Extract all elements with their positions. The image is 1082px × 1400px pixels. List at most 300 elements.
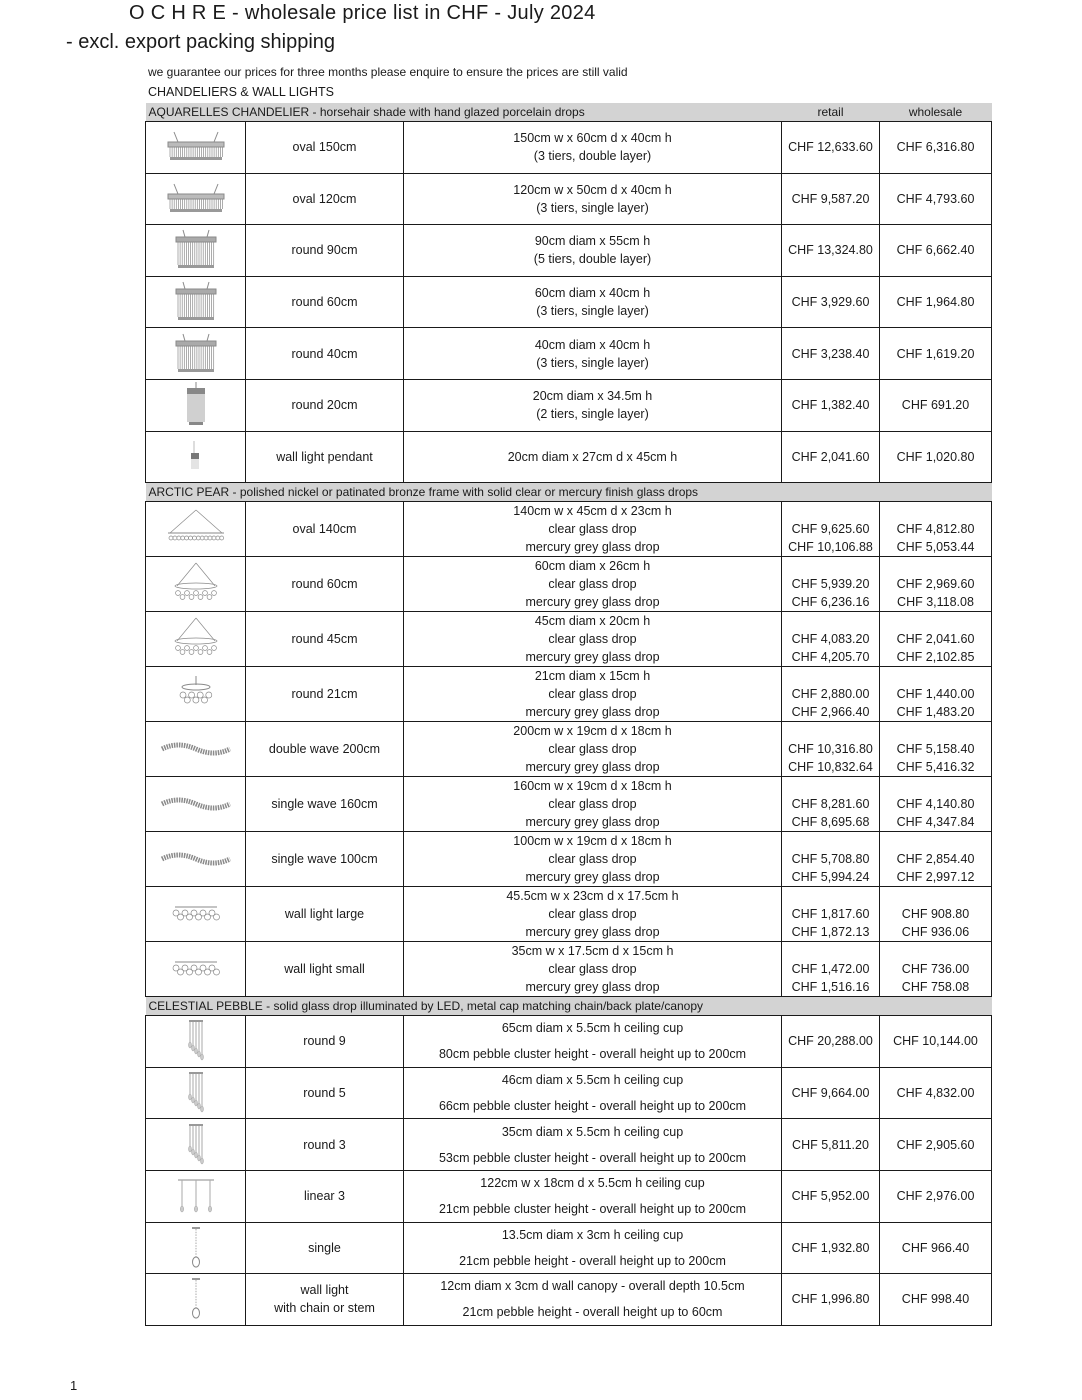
- product-name: [246, 502, 404, 557]
- retail-price-value: CHF 8,281.60: [791, 796, 870, 811]
- dimension-line: (2 tiers, single layer): [536, 407, 649, 422]
- mercury-glass-label: mercury grey glass drop: [525, 980, 660, 995]
- product-dimensions: [404, 557, 782, 612]
- wholesale-price: [880, 276, 992, 328]
- product-dimensions: [404, 832, 782, 887]
- product-name: [246, 276, 404, 328]
- round-chandelier-icon: [146, 281, 245, 323]
- dimension-line: 53cm pebble cluster height - overall height up to 200cm: [438, 1150, 747, 1165]
- mercury-glass-label: mercury grey glass drop: [525, 925, 660, 940]
- wholesale-price-value: CHF 6,662.40: [896, 243, 975, 258]
- wholesale-price-value: CHF 2,102.85: [896, 649, 975, 664]
- retail-price: [782, 557, 880, 612]
- dimension-line: (3 tiers, single layer): [536, 355, 649, 370]
- arctic-pear-round-icon: [146, 617, 245, 661]
- product-row: [146, 276, 992, 328]
- wholesale-price-value: CHF 5,053.44: [896, 539, 975, 554]
- wholesale-price: [880, 832, 992, 887]
- retail-price-value: CHF 9,587.20: [791, 191, 870, 206]
- product-row: [146, 942, 992, 997]
- wall-light-cluster-icon: [146, 901, 245, 927]
- retail-price: [782, 1274, 880, 1326]
- product-name: [246, 431, 404, 483]
- product-image-cell: [146, 942, 246, 997]
- wave-icon: [146, 849, 245, 869]
- wholesale-price: [880, 1016, 992, 1068]
- product-dimensions: [404, 122, 782, 174]
- oval-chandelier-icon: [146, 182, 245, 216]
- retail-price: [782, 1170, 880, 1222]
- wholesale-price: [880, 173, 992, 225]
- mercury-glass-label: mercury grey glass drop: [525, 705, 660, 720]
- retail-price: [782, 722, 880, 777]
- retail-price: [782, 832, 880, 887]
- retail-price: [782, 1222, 880, 1274]
- retail-column-header: retail: [782, 103, 880, 122]
- product-dimensions: [404, 1067, 782, 1119]
- clear-glass-label: clear glass drop: [548, 522, 637, 537]
- wholesale-price-value: CHF 936.06: [901, 924, 970, 939]
- product-row: [146, 1119, 992, 1171]
- product-image-cell: [146, 777, 246, 832]
- product-name-line: round 60cm: [291, 295, 358, 310]
- wholesale-price-value: CHF 691.20: [901, 398, 970, 413]
- retail-price: [782, 942, 880, 997]
- retail-price-value: CHF 5,994.24: [791, 869, 870, 884]
- retail-price: [782, 667, 880, 722]
- product-dimensions: [404, 777, 782, 832]
- product-row: [146, 502, 992, 557]
- section-header: [146, 103, 992, 122]
- wall-pendant-icon: [146, 439, 245, 475]
- wholesale-price-value: CHF 4,832.00: [896, 1086, 975, 1101]
- wall-light-cluster-icon: [146, 956, 245, 982]
- pebble-cluster-icon: [146, 1019, 245, 1063]
- product-row: [146, 173, 992, 225]
- section-title: CELESTIAL PEBBLE - solid glass drop illuminated by LED, metal cap matching chain/back plate/canopy: [146, 997, 782, 1016]
- wholesale-price: [880, 612, 992, 667]
- retail-price-value: CHF 6,236.16: [791, 594, 870, 609]
- pebble-cluster-icon: [146, 1123, 245, 1167]
- product-name-line: single: [308, 1240, 341, 1255]
- product-row: [146, 667, 992, 722]
- product-image-cell: [146, 887, 246, 942]
- product-dimensions: [404, 276, 782, 328]
- arctic-pear-round-icon: [146, 562, 245, 606]
- clear-glass-label: clear glass drop: [548, 852, 637, 867]
- product-name: [246, 1274, 404, 1326]
- retail-price: [782, 379, 880, 431]
- product-row: [146, 557, 992, 612]
- pebble-cluster-icon: [146, 1071, 245, 1115]
- retail-price-value: CHF 5,811.20: [792, 1137, 869, 1152]
- product-row: [146, 832, 992, 887]
- product-name-line: round 5: [303, 1086, 346, 1101]
- product-dimensions: [404, 612, 782, 667]
- pebble-single-icon: [146, 1277, 245, 1321]
- dimension-line: 46cm diam x 5.5cm h ceiling cup: [501, 1073, 684, 1088]
- product-name-line: with chain or stem: [274, 1301, 375, 1316]
- round-chandelier-icon: [146, 229, 245, 271]
- wholesale-price-value: CHF 1,020.80: [896, 449, 975, 464]
- retail-price-value: CHF 3,238.40: [791, 346, 870, 361]
- product-name-line: wall light large: [284, 907, 365, 922]
- product-name: [246, 225, 404, 277]
- retail-price: [782, 1119, 880, 1171]
- retail-price-value: CHF 5,708.80: [791, 851, 870, 866]
- product-row: [146, 328, 992, 380]
- product-name-line: round 90cm: [291, 243, 358, 258]
- wholesale-price-value: CHF 10,144.00: [893, 1034, 978, 1049]
- dimension-line: 21cm pebble cluster height - overall height up to 200cm: [438, 1202, 747, 1217]
- section-header: [146, 483, 992, 502]
- mercury-glass-label: mercury grey glass drop: [525, 760, 660, 775]
- product-image-cell: [146, 1274, 246, 1326]
- product-dimensions: [404, 1119, 782, 1171]
- product-name: [246, 777, 404, 832]
- pebble-single-icon: [146, 1226, 245, 1270]
- wholesale-price-value: CHF 736.00: [901, 961, 970, 976]
- retail-price-value: CHF 20,288.00: [788, 1034, 873, 1049]
- clear-glass-label: clear glass drop: [548, 632, 637, 647]
- wholesale-price: [880, 502, 992, 557]
- product-name-line: round 9: [303, 1034, 346, 1049]
- dimension-line: 35cm diam x 5.5cm h ceiling cup: [501, 1124, 684, 1139]
- product-image-cell: [146, 612, 246, 667]
- product-name-line: round 21cm: [291, 687, 358, 702]
- dimension-line: 90cm diam x 55cm h: [534, 234, 651, 249]
- product-dimensions: [404, 1016, 782, 1068]
- retail-price-value: CHF 1,516.16: [791, 979, 870, 994]
- product-image-cell: [146, 173, 246, 225]
- mercury-glass-label: mercury grey glass drop: [525, 595, 660, 610]
- product-name: [246, 1170, 404, 1222]
- retail-price-value: CHF 5,952.00: [791, 1189, 870, 1204]
- retail-price: [782, 276, 880, 328]
- wave-icon: [146, 794, 245, 814]
- dimension-line: 20cm diam x 27cm d x 45cm h: [507, 449, 678, 464]
- product-name: [246, 122, 404, 174]
- product-name: [246, 832, 404, 887]
- wholesale-price-value: CHF 2,976.00: [896, 1189, 975, 1204]
- wholesale-price: [880, 777, 992, 832]
- wholesale-price-value: CHF 1,964.80: [896, 295, 975, 310]
- retail-price-value: CHF 1,817.60: [791, 906, 870, 921]
- product-name-line: oval 150cm: [292, 140, 357, 155]
- clear-glass-label: clear glass drop: [548, 742, 637, 757]
- retail-price: [782, 173, 880, 225]
- retail-price-value: CHF 1,472.00: [791, 961, 870, 976]
- wholesale-price: [880, 379, 992, 431]
- retail-price-value: CHF 13,324.80: [788, 243, 873, 258]
- retail-price-value: CHF 10,832.64: [788, 759, 873, 774]
- product-image-cell: [146, 1016, 246, 1068]
- product-row: [146, 1222, 992, 1274]
- wholesale-price-value: CHF 966.40: [901, 1240, 970, 1255]
- page-title: O C H R E - wholesale price list in CHF - July 2024: [129, 2, 596, 24]
- wholesale-price: [880, 887, 992, 942]
- product-dimensions: [404, 942, 782, 997]
- wholesale-price-value: CHF 5,158.40: [896, 741, 975, 756]
- dimension-line: 60cm diam x 26cm h: [534, 559, 651, 574]
- product-name: [246, 722, 404, 777]
- page-number: 1: [70, 1378, 78, 1393]
- dimension-line: 65cm diam x 5.5cm h ceiling cup: [501, 1021, 684, 1036]
- product-image-cell: [146, 1222, 246, 1274]
- product-dimensions: [404, 1222, 782, 1274]
- product-row: [146, 777, 992, 832]
- wholesale-column-header: wholesale: [880, 103, 992, 122]
- retail-price-value: CHF 2,966.40: [791, 704, 870, 719]
- product-dimensions: [404, 173, 782, 225]
- section-title: AQUARELLES CHANDELIER - horsehair shade with hand glazed porcelain drops: [146, 103, 782, 122]
- wholesale-price: [880, 1222, 992, 1274]
- retail-price-value: CHF 1,932.80: [791, 1240, 870, 1255]
- retail-price-value: CHF 1,382.40: [791, 398, 870, 413]
- price-guarantee-note: we guarantee our prices for three months please enquire to ensure the prices are still valid: [148, 65, 628, 79]
- retail-price: [782, 612, 880, 667]
- product-row: [146, 612, 992, 667]
- product-name: [246, 173, 404, 225]
- clear-glass-label: clear glass drop: [548, 797, 637, 812]
- wholesale-price-value: CHF 4,347.84: [896, 814, 975, 829]
- retail-price-value: CHF 4,205.70: [791, 649, 870, 664]
- dimension-line: 150cm w x 60cm d x 40cm h: [513, 131, 672, 146]
- retail-price: [782, 502, 880, 557]
- wholesale-price: [880, 557, 992, 612]
- retail-price: [782, 887, 880, 942]
- clear-glass-label: clear glass drop: [548, 962, 637, 977]
- product-image-cell: [146, 557, 246, 612]
- wholesale-price: [880, 1274, 992, 1326]
- dimension-line: 200cm w x 19cm d x 18cm h: [513, 724, 672, 739]
- wholesale-price: [880, 722, 992, 777]
- wholesale-price-value: CHF 2,997.12: [896, 869, 975, 884]
- retail-price: [782, 328, 880, 380]
- product-name: [246, 612, 404, 667]
- dimension-line: 60cm diam x 40cm h: [534, 286, 651, 301]
- dimension-line: 40cm diam x 40cm h: [534, 337, 651, 352]
- retail-price: [782, 122, 880, 174]
- dimension-line: 21cm diam x 15cm h: [534, 669, 651, 684]
- dimension-line: 35cm w x 17.5cm d x 15cm h: [511, 944, 674, 959]
- dimension-line: (3 tiers, single layer): [536, 304, 649, 319]
- product-image-cell: [146, 328, 246, 380]
- product-dimensions: [404, 328, 782, 380]
- pebble-linear-icon: [146, 1177, 245, 1215]
- product-name-line: single wave 160cm: [271, 797, 378, 812]
- wholesale-price: [880, 667, 992, 722]
- product-dimensions: [404, 722, 782, 777]
- round-chandelier-icon: [146, 333, 245, 375]
- product-name: [246, 328, 404, 380]
- retail-price-value: CHF 4,083.20: [791, 631, 870, 646]
- wholesale-price-value: CHF 1,483.20: [896, 704, 975, 719]
- dimension-line: 100cm w x 19cm d x 18cm h: [513, 834, 672, 849]
- dimension-line: 12cm diam x 3cm d wall canopy - overall depth 10.5cm: [440, 1279, 745, 1294]
- retail-price-value: CHF 10,316.80: [788, 741, 873, 756]
- dimension-line: 45cm diam x 20cm h: [534, 614, 651, 629]
- arctic-pear-oval-icon: [146, 509, 245, 549]
- product-image-cell: [146, 225, 246, 277]
- product-name-line: round 45cm: [291, 632, 358, 647]
- product-name-line: oval 140cm: [292, 522, 357, 537]
- product-dimensions: [404, 667, 782, 722]
- product-row: [146, 722, 992, 777]
- wholesale-price: [880, 1119, 992, 1171]
- dimension-line: (5 tiers, double layer): [533, 252, 652, 267]
- wholesale-price-value: CHF 2,854.40: [896, 851, 975, 866]
- product-row: [146, 1274, 992, 1326]
- product-name: [246, 667, 404, 722]
- wholesale-price: [880, 225, 992, 277]
- retail-price: [782, 1016, 880, 1068]
- product-image-cell: [146, 379, 246, 431]
- product-name: [246, 557, 404, 612]
- wave-icon: [146, 739, 245, 759]
- product-dimensions: [404, 1170, 782, 1222]
- product-name-line: round 20cm: [291, 398, 358, 413]
- mercury-glass-label: mercury grey glass drop: [525, 815, 660, 830]
- product-name: [246, 1067, 404, 1119]
- product-dimensions: [404, 225, 782, 277]
- product-image-cell: [146, 667, 246, 722]
- retail-price-value: CHF 1,872.13: [791, 924, 870, 939]
- section-title: ARCTIC PEAR - polished nickel or patinated bronze frame with solid clear or mercury finish glass drops: [146, 483, 782, 502]
- product-image-cell: [146, 1119, 246, 1171]
- dimension-line: 80cm pebble cluster height - overall height up to 200cm: [438, 1047, 747, 1062]
- product-name: [246, 887, 404, 942]
- product-image-cell: [146, 431, 246, 483]
- product-row: [146, 431, 992, 483]
- product-name: [246, 1222, 404, 1274]
- product-name-line: single wave 100cm: [271, 852, 378, 867]
- wholesale-price: [880, 328, 992, 380]
- product-name-line: round 40cm: [291, 346, 358, 361]
- wholesale-price-value: CHF 4,812.80: [896, 521, 975, 536]
- product-name: [246, 1016, 404, 1068]
- dimension-line: (3 tiers, double layer): [533, 149, 652, 164]
- retail-price-value: CHF 9,625.60: [791, 521, 870, 536]
- product-image-cell: [146, 122, 246, 174]
- dimension-line: 20cm diam x 34.5m h: [532, 389, 653, 404]
- mercury-glass-label: mercury grey glass drop: [525, 540, 660, 555]
- product-image-cell: [146, 722, 246, 777]
- dimension-line: 45.5cm w x 23cm d x 17.5cm h: [506, 889, 679, 904]
- product-name-line: linear 3: [304, 1189, 345, 1204]
- category-heading: CHANDELIERS & WALL LIGHTS: [148, 85, 334, 99]
- wholesale-price: [880, 1067, 992, 1119]
- mercury-glass-label: mercury grey glass drop: [525, 870, 660, 885]
- arctic-pear-small-icon: [146, 675, 245, 713]
- wholesale-price-value: CHF 2,969.60: [896, 576, 975, 591]
- dimension-line: 13.5cm diam x 3cm h ceiling cup: [501, 1227, 684, 1242]
- product-name: [246, 1119, 404, 1171]
- product-row: [146, 1016, 992, 1068]
- clear-glass-label: clear glass drop: [548, 577, 637, 592]
- product-name-line: wall light small: [284, 962, 365, 977]
- clear-glass-label: clear glass drop: [548, 687, 637, 702]
- wholesale-price-value: CHF 1,440.00: [896, 686, 975, 701]
- clear-glass-label: clear glass drop: [548, 907, 637, 922]
- retail-price-value: CHF 9,664.00: [791, 1086, 870, 1101]
- dimension-line: 21cm pebble height - overall height up to 60cm: [462, 1305, 723, 1320]
- dimension-line: (3 tiers, single layer): [536, 200, 649, 215]
- wholesale-price-value: CHF 998.40: [901, 1292, 970, 1307]
- product-name: [246, 379, 404, 431]
- product-dimensions: [404, 887, 782, 942]
- retail-price-value: CHF 8,695.68: [791, 814, 870, 829]
- wholesale-price-value: CHF 4,140.80: [896, 796, 975, 811]
- price-table: [145, 103, 992, 1326]
- page-subtitle: - excl. export packing shipping: [66, 31, 336, 53]
- wholesale-price: [880, 122, 992, 174]
- product-row: [146, 379, 992, 431]
- product-name-line: double wave 200cm: [268, 742, 381, 757]
- wholesale-price: [880, 1170, 992, 1222]
- retail-price-value: CHF 2,041.60: [791, 449, 870, 464]
- retail-price-value: CHF 5,939.20: [791, 576, 870, 591]
- product-row: [146, 1067, 992, 1119]
- product-name-line: wall light pendant: [276, 449, 373, 464]
- retail-price-value: CHF 12,633.60: [788, 140, 873, 155]
- wholesale-price: [880, 942, 992, 997]
- product-dimensions: [404, 1274, 782, 1326]
- wholesale-price-value: CHF 2,041.60: [896, 631, 975, 646]
- dimension-line: 160cm w x 19cm d x 18cm h: [513, 779, 672, 794]
- section-header: [146, 997, 992, 1016]
- product-name-line: oval 120cm: [292, 191, 357, 206]
- product-image-cell: [146, 276, 246, 328]
- retail-price: [782, 225, 880, 277]
- retail-price-value: CHF 2,880.00: [791, 686, 870, 701]
- product-image-cell: [146, 502, 246, 557]
- tall-chandelier-icon: [146, 382, 245, 428]
- retail-price-value: CHF 1,996.80: [791, 1292, 870, 1307]
- wholesale-price-value: CHF 3,118.08: [897, 594, 974, 609]
- product-dimensions: [404, 431, 782, 483]
- product-name-line: round 3: [303, 1137, 346, 1152]
- product-image-cell: [146, 1170, 246, 1222]
- product-name-line: wall light: [300, 1283, 349, 1298]
- product-row: [146, 1170, 992, 1222]
- dimension-line: 122cm w x 18cm d x 5.5cm h ceiling cup: [480, 1176, 705, 1191]
- dimension-line: 21cm pebble height - overall height up to 200cm: [459, 1253, 726, 1268]
- wholesale-price-value: CHF 5,416.32: [896, 759, 975, 774]
- retail-price: [782, 431, 880, 483]
- product-row: [146, 225, 992, 277]
- retail-price-value: CHF 10,106.88: [788, 539, 873, 554]
- product-name-line: round 60cm: [291, 577, 358, 592]
- wholesale-price-value: CHF 1,619.20: [896, 346, 975, 361]
- mercury-glass-label: mercury grey glass drop: [525, 650, 660, 665]
- retail-price-value: CHF 3,929.60: [791, 295, 870, 310]
- product-row: [146, 887, 992, 942]
- product-dimensions: [404, 502, 782, 557]
- wholesale-price-value: CHF 908.80: [901, 906, 970, 921]
- product-dimensions: [404, 379, 782, 431]
- wholesale-price-value: CHF 2,905.60: [896, 1137, 975, 1152]
- dimension-line: 66cm pebble cluster height - overall height up to 200cm: [438, 1099, 747, 1114]
- dimension-line: 140cm w x 45cm d x 23cm h: [513, 504, 672, 519]
- wholesale-price-value: CHF 4,793.60: [896, 191, 975, 206]
- wholesale-price: [880, 431, 992, 483]
- product-name: [246, 942, 404, 997]
- retail-price: [782, 1067, 880, 1119]
- product-row: [146, 122, 992, 174]
- product-image-cell: [146, 832, 246, 887]
- product-image-cell: [146, 1067, 246, 1119]
